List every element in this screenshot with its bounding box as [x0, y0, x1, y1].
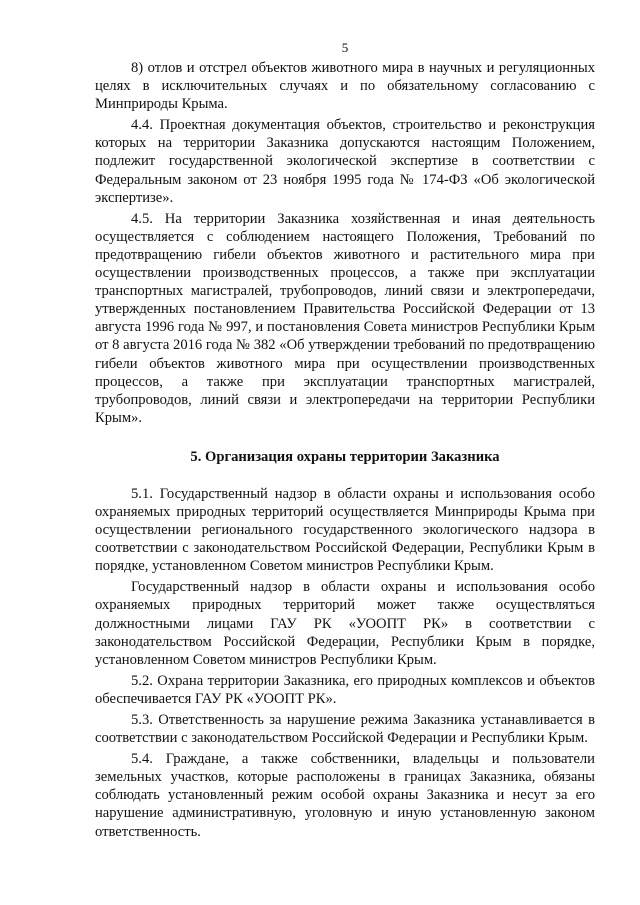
paragraph-5-3: 5.3. Ответственность за нарушение режима Заказника устанавливается в соответствии с законодательством Российской Федерации и Республики Крым.	[95, 712, 595, 747]
paragraph-5-2: 5.2. Охрана территории Заказника, его природных комплексов и объектов обеспечивается ГАУ РК «УООПТ РК».	[95, 672, 595, 707]
paragraph-5-4: 5.4. Граждане, а также собственники, владельцы и пользователи земельных участков, которые расположены в границах Заказника, обязаны соблюдать установленный режим особой охраны Заказника и несут за его нарушение административную, уголовную и иную установленную законом ответственность.	[95, 751, 595, 840]
paragraph-4-5: 4.5. На территории Заказника хозяйственная и иная деятельность осуществляется с соблюдением настоящего Положения, Требований по предотвращению гибели объектов животного и растительного мира при осуществлении производственных процессов, а также при эксплуатации транспортных магистралей, трубопроводов, линий связи и электропередачи, утвержденных постановлением Правительства Российской Федерации от 13 августа 1996 года № 997, и постановления Совета министров Республики Крым от 8 августа 2016 года № 382 «Об утверждении требований по предотвращению гибели объектов животного мира при осуществлении производственных процессов, а также при эксплуатации транспортных магистралей, трубопроводов, линий связи и электропередачи на территории Республики Крым».	[95, 210, 595, 426]
paragraph-5-1-continued: Государственный надзор в области охраны и использования особо охраняемых природных территорий может также осуществляться должностными лицами ГАУ РК «УООПТ РК» в соответствии с законодательством Российской Федерации, Республики Крым в порядке, установленном Советом министров Республики Крым.	[95, 579, 595, 668]
section-heading: 5. Организация охраны территории Заказника	[190, 448, 500, 465]
paragraph-4-4: 4.4. Проектная документация объектов, строительство и реконструкция которых на территории Заказника допускаются настоящим Положением, подлежит государственной экологической экспертизе в соответствии с Федеральным законом от 23 ноября 1995 года № 174-ФЗ «Об экологической экспертизе».	[95, 117, 595, 206]
page-number: 5	[341, 40, 349, 55]
paragraph-item-8: 8) отлов и отстрел объектов животного мира в научных и регуляционных целях в исключительных случаях и по обязательному согласованию с Минприроды Крыма.	[95, 60, 595, 113]
document-page	[95, 40, 595, 844]
paragraph-5-1: 5.1. Государственный надзор в области охраны и использования особо охраняемых природных территорий осуществляется Минприроды Крыма при осуществлении регионального государственного экологического надзора в соответствии с законодательством Российской Федерации, Республики Крым в порядке, установленном Советом министров Республики Крым.	[95, 485, 595, 575]
